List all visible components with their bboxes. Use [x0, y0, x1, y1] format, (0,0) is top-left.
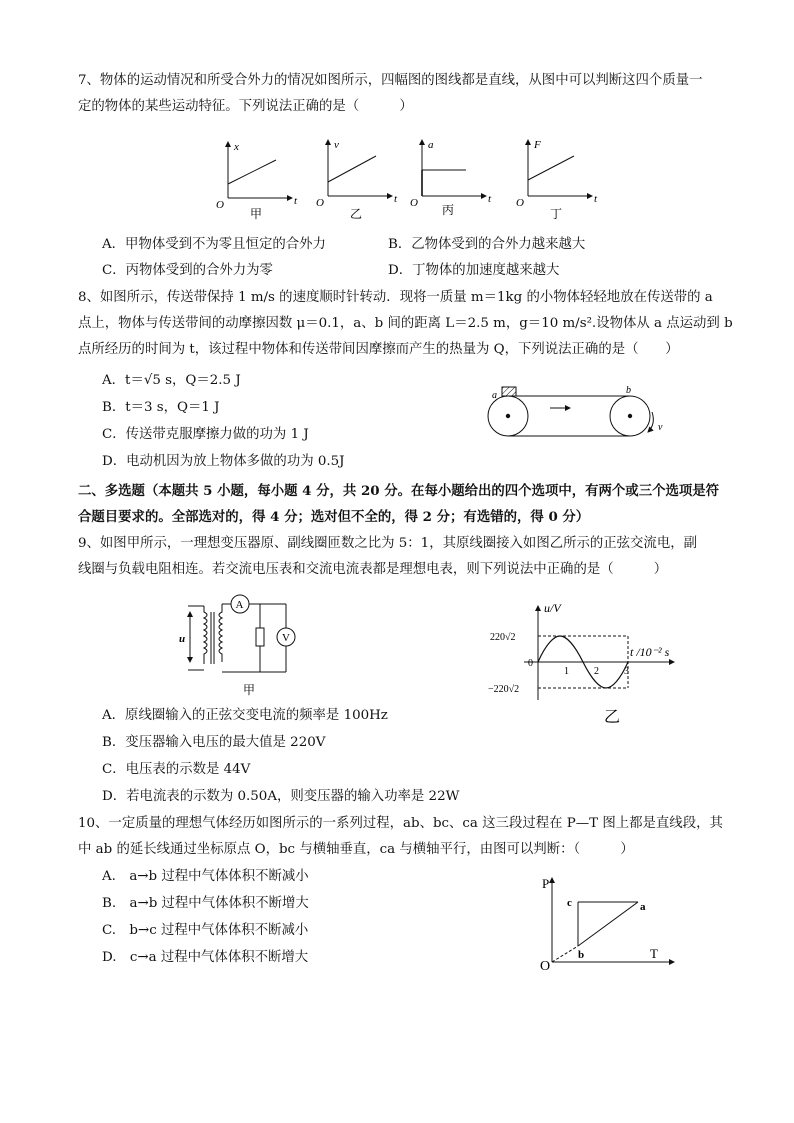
q9-option-c: C．电压表的示数是 44V [102, 762, 251, 777]
svg-text:c: c [567, 897, 572, 909]
graph-ding-label: 丁 [550, 207, 563, 221]
q7-stem-line1: 7、物体的运动情况和所受合外力的情况如图所示，四幅图的图线都是直线，从图中可以判断这四个质量一 [78, 73, 703, 88]
q8-stem-line2: 点上，物体与传送带间的动摩擦因数 μ＝0.1，a、b 间的距离 L＝2.5 m，g＝10 m/s².设物体从 a 点运动到 b [78, 316, 733, 331]
svg-text:t: t [394, 193, 398, 205]
figure-yi-label: 乙 [604, 709, 621, 726]
q7-option-b: B．乙物体受到的合外力越来越大 [388, 237, 586, 252]
q7-option-c: C．丙物体受到的合外力为零 [102, 263, 273, 278]
graph-yi-label: 乙 [350, 207, 363, 221]
sine-wave-chart [484, 600, 694, 730]
svg-text:220√2: 220√2 [490, 632, 516, 643]
svg-text:0: 0 [528, 658, 533, 669]
svg-text:u: u [179, 633, 186, 645]
graph-ding-axis: F [534, 139, 541, 151]
svg-text:2: 2 [594, 666, 599, 677]
graph-bing [410, 139, 492, 217]
svg-text:O: O [540, 959, 551, 974]
graph-yi-axis: v [334, 139, 339, 151]
conveyor-belt-figure [480, 382, 680, 444]
transformer-circuit-figure [176, 588, 306, 700]
svg-text:P: P [542, 876, 550, 891]
graph-yi [316, 139, 398, 221]
svg-text:3: 3 [624, 666, 629, 677]
svg-text:O: O [216, 199, 224, 211]
q9-option-b: B．变压器输入电压的最大值是 220V [102, 735, 326, 750]
graph-ding [516, 139, 598, 221]
q8-option-a: A．t＝√5 s，Q＝2.5 J [102, 373, 241, 388]
svg-text:a: a [492, 390, 497, 401]
svg-text:A: A [235, 599, 244, 611]
q10-stem-line2: 中 ab 的延长线通过坐标原点 O，bc 与横轴垂直，ca 与横轴平行，由图可以判断：（ ） [78, 842, 634, 857]
section2-heading-line1: 二、多选题（本题共 5 小题，每小题 4 分，共 20 分。在每小题给出的四个选项中，有两个或三个选项是符 [78, 483, 720, 499]
q9-stem-line1: 9、如图甲所示，一理想变压器原、副线圈匝数之比为 5：1，其原线圈接入如图乙所示的正弦交流电，副 [78, 536, 697, 551]
q10-option-a: A. a→b 过程中气体体积不断减小 [102, 869, 309, 884]
svg-text:−220√2: −220√2 [488, 684, 520, 695]
graph-jia-label: 甲 [250, 207, 263, 221]
svg-text:T: T [650, 946, 658, 961]
q8-stem-line3: 点所经历的时间为 t，该过程中物体和传送带间因摩擦而产生的热量为 Q，下列说法正确的是（ ） [78, 342, 679, 357]
q10-option-c: C. b→c 过程中气体体积不断减小 [102, 923, 309, 938]
q8-stem-line1: 8、如图所示，传送带保持 1 m/s 的速度顺时针转动．现将一质量 m＝1kg 的小物体轻轻地放在传送带的 a [78, 290, 713, 305]
q10-option-d: D. c→a 过程中气体体积不断增大 [102, 950, 309, 965]
graph-jia-axis: x [234, 141, 239, 153]
q7-option-d: D．丁物体的加速度越来越大 [388, 263, 560, 278]
svg-text:O: O [410, 197, 418, 209]
q7-motion-graphs [210, 130, 610, 222]
q9-option-d: D．若电流表的示数为 0.50A，则变压器的输入功率是 22W [102, 789, 460, 804]
svg-text:O: O [316, 197, 324, 209]
q10-option-b: B. a→b 过程中气体体积不断增大 [102, 896, 309, 911]
svg-text:t: t [488, 193, 492, 205]
svg-text:u/V: u/V [544, 601, 561, 615]
svg-text:O: O [516, 197, 524, 209]
figure-jia-label: 甲 [243, 683, 256, 697]
svg-text:t: t [594, 193, 598, 205]
load-resistor [256, 628, 264, 646]
svg-text:a: a [640, 901, 646, 913]
svg-text:1: 1 [564, 666, 569, 677]
q7-option-a: A．甲物体受到不为零且恒定的合外力 [102, 237, 326, 252]
svg-text:b: b [626, 385, 631, 396]
q10-stem-line1: 10、一定质量的理想气体经历如图所示的一系列过程，ab、bc、ca 这三段过程在 P—T 图上都是直线段，其 [78, 816, 723, 831]
svg-text:t /10⁻² s: t /10⁻² s [630, 645, 670, 659]
small-block [502, 387, 516, 396]
q9-stem-line2: 线圈与负载电阻相连。若交流电压表和交流电流表都是理想电表，则下列说法中正确的是（ ） [78, 562, 668, 577]
q7-stem-line2: 定的物体的某些运动特征。下列说法正确的是（ ） [78, 99, 413, 114]
graph-jia [216, 141, 298, 221]
q8-option-c: C．传送带克服摩擦力做的功为 1 J [102, 427, 309, 442]
q8-option-b: B．t＝3 s，Q＝1 J [102, 400, 220, 415]
svg-text:v: v [658, 422, 663, 433]
q9-option-a: A．原线圈输入的正弦交变电流的频率是 100Hz [102, 708, 388, 723]
section2-heading-line2: 合题目要求的。全部选对的，得 4 分；选对但不全的，得 2 分；有选错的，得 0 分） [78, 509, 590, 525]
svg-text:V: V [282, 632, 290, 644]
svg-text:b: b [578, 949, 585, 961]
svg-text:t: t [294, 195, 298, 207]
graph-bing-axis: a [428, 139, 434, 151]
graph-bing-label: 丙 [442, 203, 455, 217]
q8-option-d: D．电动机因为放上物体多做的功为 0.5J [102, 454, 345, 469]
p-t-diagram [536, 870, 686, 974]
